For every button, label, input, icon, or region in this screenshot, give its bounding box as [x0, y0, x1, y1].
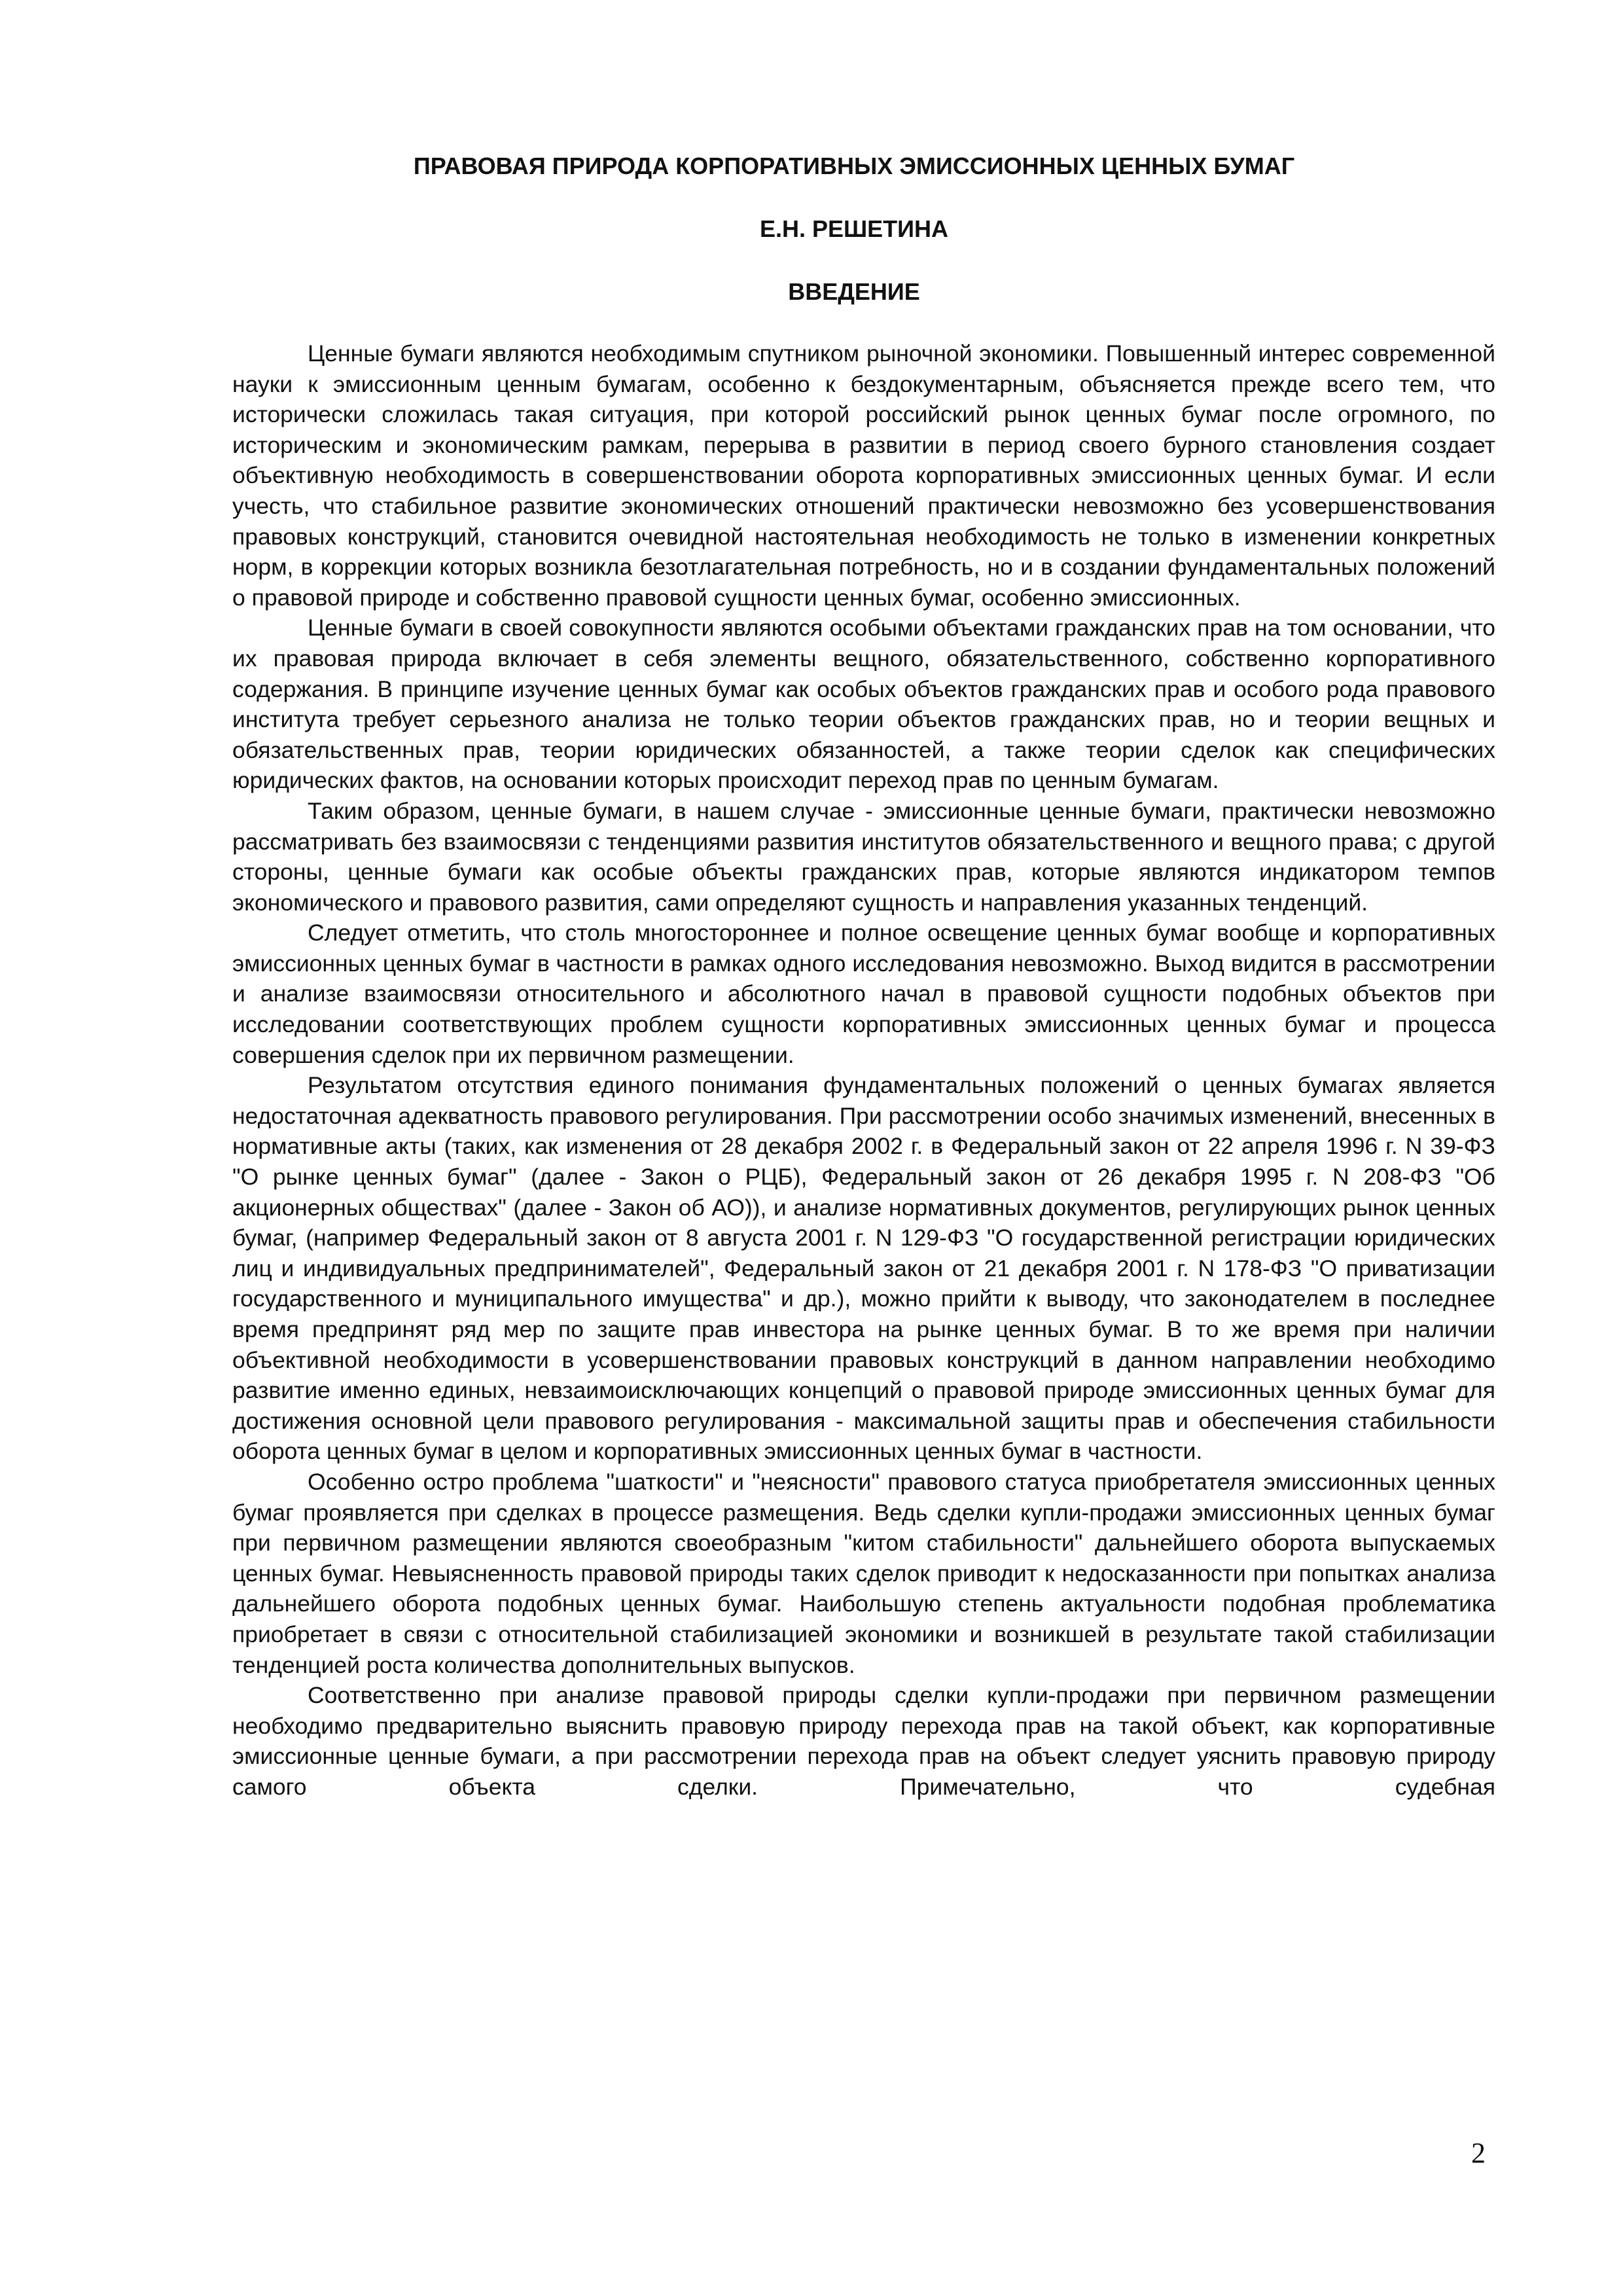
paragraph: Результатом отсутствия единого понимания фундаментальных положений о ценных бумагах является недостаточная адекватность правового регулирования. При рассмотрении особо значимых изменений, внесенных в нормативные акты (таких, как изменения от 28 декабря 2002 г. в Федеральный закон от 22 апреля 1996 г. N 39-ФЗ "О рынке ценных бумаг" (далее - Закон о РЦБ), Федеральный закон от 26 декабря 1995 г. N 208-ФЗ "Об акционерных обществах" (далее - Закон об АО)), и анализе нормативных документов, регулирующих рынок ценных бумаг, (например Федеральный закон от 8 августа 2001 г. N 129-ФЗ "О государственной регистрации юридических лиц и индивидуальных предпринимателей", Федеральный закон от 21 декабря 2001 г. N 178-ФЗ "О приватизации государственного и муниципального имущества" и др.), можно прийти к выводу, что законодателем в последнее время предпринят ряд мер по защите прав инвестора на рынке ценных бумаг. В то же время при наличии объективной необходимости в усовершенствовании правовых конструкций в данном направлении необходимо развитие именно единых, невзаимоисключающих концепций о правовой природе эмиссионных ценных бумаг для достижения основной цели правового регулирования - максимальной защиты прав и обеспечения стабильности оборота ценных бумаг в целом и корпоративных эмиссионных ценных бумаг в частности.	[232, 1072, 1495, 1465]
paragraph: Ценные бумаги являются необходимым спутником рыночной экономики. Повышенный интерес современной науки к эмиссионным ценным бумагам, особенно к бездокументарным, объясняется прежде всего тем, что исторически сложилась такая ситуация, при которой российский рынок ценных бумаг после огромного, по историческим и экономическим рамкам, перерыва в развитии в период своего бурного становления создает объективную необходимость в совершенствовании оборота корпоративных эмиссионных ценных бумаг. И если учесть, что стабильное развитие экономических отношений практически невозможно без усовершенствования правовых конструкций, становится очевидной настоятельная необходимость не только в изменении конкретных норм, в коррекции которых возникла безотлагательная потребность, но и в создании фундаментальных положений о правовой природе и собственно правовой сущности ценных бумаг, особенно эмиссионных.	[232, 340, 1495, 611]
body-text	[232, 338, 1495, 1803]
author-name: Е.Н. РЕШЕТИНА	[759, 215, 949, 242]
section-heading: ВВЕДЕНИЕ	[788, 278, 920, 305]
paragraph: Таким образом, ценные бумаги, в нашем случае - эмиссионные ценные бумаги, практически невозможно рассматривать без взаимосвязи с тенденциями развития институтов обязательственного и вещного права; с другой стороны, ценные бумаги как особые объекты гражданских прав, которые являются индикатором темпов экономического и правового развития, сами определяют сущность и направления указанных тенденций.	[232, 797, 1495, 916]
document-title: ПРАВОВАЯ ПРИРОДА КОРПОРАТИВНЫХ ЭМИССИОННЫХ ЦЕННЫХ БУМАГ	[413, 152, 1295, 179]
paragraph: Следует отметить, что столь многостороннее и полное освещение ценных бумаг вообще и корпоративных эмиссионных ценных бумаг в частности в рамках одного исследования невозможно. Выход видится в рассмотрении и анализе взаимосвязи относительного и абсолютного начал в правовой сущности подобных объектов при исследовании соответствующих проблем сущности корпоративных эмиссионных ценных бумаг и процесса совершения сделок при их первичном размещении.	[232, 920, 1495, 1068]
paragraph: Ценные бумаги в своей совокупности являются особыми объектами гражданских прав на том основании, что их правовая природа включает в себя элементы вещного, обязательственного, собственно корпоративного содержания. В принципе изучение ценных бумаг как особых объектов гражданских прав и особого рода правового института требует серьезного анализа не только теории объектов гражданских прав, но и теории вещных и обязательственных прав, теории юридических обязанностей, а также теории сделок как специфических юридических фактов, на основании которых происходит переход прав по ценным бумагам.	[232, 615, 1495, 794]
page-number: 2	[1471, 2137, 1486, 2169]
paragraph: Соответственно при анализе правовой природы сделки купли-продажи при первичном размещении необходимо предварительно выяснить правовую природу перехода прав на такой объект, как корпоративные эмиссионные ценные бумаги, а при рассмотрении перехода прав на объект следует уяснить правовую природу самого объекта сделки. Примечательно, что судебная	[232, 1682, 1495, 1800]
paragraph: Особенно остро проблема "шаткости" и "неясности" правового статуса приобретателя эмиссионных ценных бумаг проявляется при сделках в процессе размещения. Ведь сделки купли-продажи эмиссионных ценных бумаг при первичном размещении являются своеобразным "китом стабильности" дальнейшего оборота выпускаемых ценных бумаг. Невыясненность правовой природы таких сделок приводит к недосказанности при попытках анализа дальнейшего оборота подобных ценных бумаг. Наибольшую степень актуальности подобная проблематика приобретает в связи с относительной стабилизацией экономики и возникшей в результате такой стабилизации тенденцией роста количества дополнительных выпусков.	[232, 1468, 1495, 1678]
